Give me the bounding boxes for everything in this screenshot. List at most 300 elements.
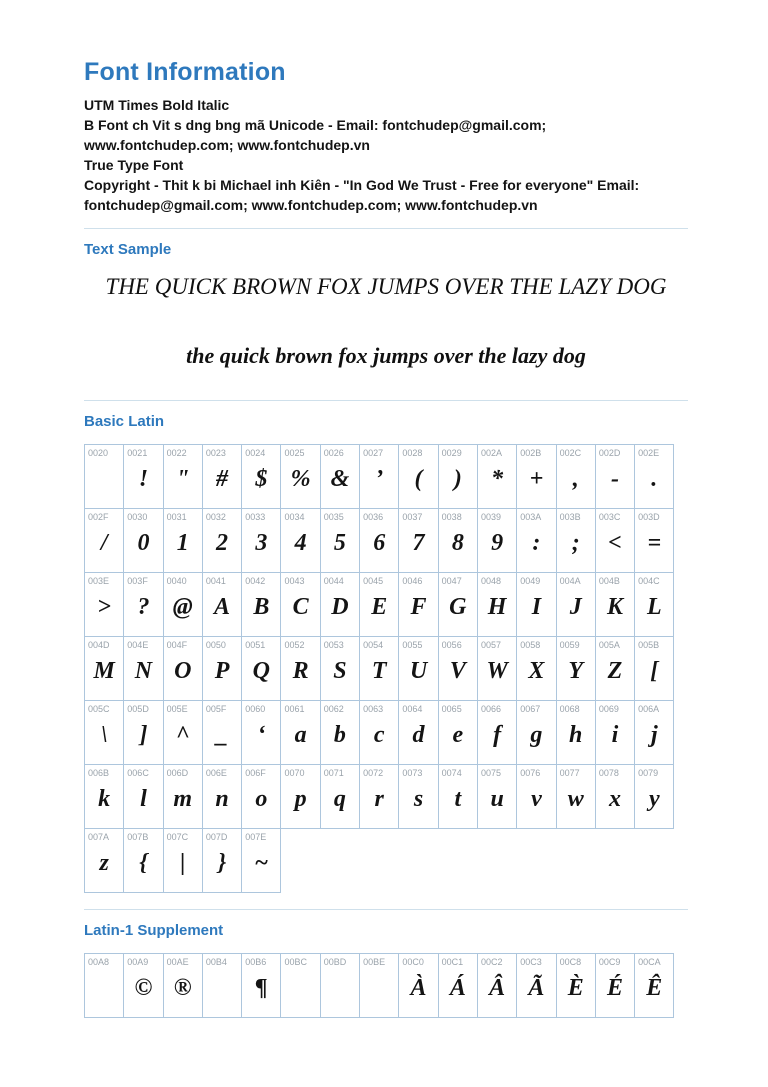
glyph-cell xyxy=(123,636,163,701)
glyph-cell xyxy=(241,572,281,637)
glyph: 1 xyxy=(176,530,189,556)
glyph-cell xyxy=(477,444,517,509)
glyph-cell xyxy=(634,636,674,701)
glyph-cell xyxy=(163,700,203,765)
font-info-block xyxy=(84,95,688,215)
glyph-cell xyxy=(438,508,478,573)
glyph: A xyxy=(214,594,231,620)
glyph-cell xyxy=(320,508,360,573)
section-divider xyxy=(84,228,688,229)
glyph-cell xyxy=(359,636,399,701)
code-label: 00BC xyxy=(284,957,307,967)
glyph: Z xyxy=(607,658,623,684)
glyph-row xyxy=(84,444,688,509)
code-label: 0042 xyxy=(245,576,266,586)
glyph: É xyxy=(607,975,624,1001)
glyph-cell xyxy=(516,700,556,765)
code-label: 0027 xyxy=(363,448,384,458)
glyph: s xyxy=(413,786,424,812)
code-label: 0049 xyxy=(520,576,541,586)
glyph-cell xyxy=(438,572,478,637)
code-label: 0062 xyxy=(323,704,344,714)
glyph-cell xyxy=(280,508,320,573)
glyph-cell xyxy=(359,444,399,509)
code-label: 00CA xyxy=(638,957,661,967)
code-label: 0071 xyxy=(323,768,344,778)
glyph: F xyxy=(410,594,427,620)
code-label: 0079 xyxy=(638,768,659,778)
glyph: e xyxy=(452,722,464,748)
code-label: 00B6 xyxy=(245,957,267,967)
glyph: ® xyxy=(173,975,192,1001)
section-divider xyxy=(84,909,688,910)
code-label: 003B xyxy=(559,512,581,522)
glyph-cell xyxy=(556,572,596,637)
glyph: 2 xyxy=(216,530,229,556)
code-label: 00C3 xyxy=(520,957,542,967)
glyph-cell xyxy=(477,636,517,701)
glyph-cell xyxy=(477,764,517,829)
glyph-cell xyxy=(595,764,635,829)
code-label: 006E xyxy=(205,768,227,778)
glyph: $ xyxy=(255,466,268,492)
code-label: 0061 xyxy=(284,704,305,714)
glyph: / xyxy=(100,530,108,556)
glyph: V xyxy=(449,658,466,684)
glyph: - xyxy=(611,466,619,492)
glyph-cell xyxy=(163,572,203,637)
code-label: 00BD xyxy=(323,957,347,967)
glyph-cell xyxy=(398,508,438,573)
glyph: K xyxy=(607,594,624,620)
code-label: 0067 xyxy=(520,704,541,714)
glyph-cell xyxy=(477,953,517,1018)
glyph-cell xyxy=(634,700,674,765)
glyph-cell xyxy=(556,444,596,509)
glyph-cell xyxy=(477,572,517,637)
glyph: b xyxy=(333,722,346,748)
code-label: 0025 xyxy=(284,448,305,458)
glyph-cell xyxy=(359,508,399,573)
sample-text-lowercase: the quick brown fox jumps over the lazy dog xyxy=(186,343,586,368)
code-label: 0070 xyxy=(284,768,305,778)
glyph: ^ xyxy=(175,722,190,748)
code-label: 004B xyxy=(598,576,620,586)
code-label: 0030 xyxy=(127,512,148,522)
glyph-cell xyxy=(595,444,635,509)
glyph: 9 xyxy=(491,530,504,556)
glyph-cell xyxy=(123,764,163,829)
glyph: l xyxy=(140,786,147,812)
glyph-cell xyxy=(202,953,242,1018)
glyph: & xyxy=(330,466,350,492)
code-label: 005A xyxy=(598,640,620,650)
latin1-supplement-section xyxy=(84,922,688,1018)
latin1-supplement-heading: Latin-1 Supplement xyxy=(84,922,224,939)
glyph: n xyxy=(215,786,229,812)
glyph: f xyxy=(493,722,502,748)
glyph: Q xyxy=(252,658,270,684)
glyph-cell xyxy=(438,953,478,1018)
glyph: ; xyxy=(571,530,580,556)
page-content xyxy=(84,0,688,1018)
basic-latin-heading: Basic Latin xyxy=(84,413,165,430)
code-label: 0041 xyxy=(205,576,226,586)
code-label: 004C xyxy=(638,576,660,586)
glyph: R xyxy=(292,658,309,684)
glyph-cell xyxy=(595,953,635,1018)
code-label: 00C8 xyxy=(559,957,582,967)
code-label: 0066 xyxy=(480,704,501,714)
glyph-cell xyxy=(634,508,674,573)
glyph: x xyxy=(609,786,621,812)
glyph-row xyxy=(84,636,688,701)
code-label: 0036 xyxy=(363,512,384,522)
glyph-cell xyxy=(84,828,124,893)
glyph: d xyxy=(412,722,425,748)
glyph: a xyxy=(294,722,307,748)
glyph-cell xyxy=(595,508,635,573)
code-label: 006C xyxy=(127,768,149,778)
code-label: 00BE xyxy=(363,957,386,967)
glyph-cell xyxy=(320,636,360,701)
glyph-cell xyxy=(477,700,517,765)
code-label: 0065 xyxy=(441,704,462,714)
code-label: 005D xyxy=(127,704,149,714)
glyph-cell xyxy=(241,700,281,765)
code-label: 004A xyxy=(559,576,581,586)
glyph: ~ xyxy=(254,850,269,876)
basic-latin-section xyxy=(84,413,688,893)
code-label: 0045 xyxy=(363,576,384,586)
code-label: 0044 xyxy=(323,576,344,586)
font-name-line: UTM Times Bold Italic xyxy=(84,97,230,113)
glyph: h xyxy=(569,722,583,748)
glyph xyxy=(85,458,123,508)
code-label: 0063 xyxy=(363,704,384,714)
glyph: \ xyxy=(100,722,108,748)
code-label: 00B4 xyxy=(205,957,227,967)
glyph: H xyxy=(487,594,507,620)
glyph: À xyxy=(410,975,427,1001)
glyph-cell xyxy=(634,572,674,637)
glyph-cell xyxy=(280,764,320,829)
glyph-cell xyxy=(595,700,635,765)
glyph-cell xyxy=(202,636,242,701)
glyph-cell xyxy=(634,764,674,829)
glyph-cell xyxy=(516,444,556,509)
glyph: W xyxy=(486,658,508,684)
code-label: 003D xyxy=(638,512,660,522)
glyph: T xyxy=(371,658,387,684)
glyph: X xyxy=(528,658,545,684)
code-label: 0024 xyxy=(245,448,266,458)
code-label: 0075 xyxy=(480,768,501,778)
code-label: 007E xyxy=(245,832,267,842)
code-label: 0028 xyxy=(402,448,423,458)
glyph: t xyxy=(454,786,462,812)
glyph-cell xyxy=(438,700,478,765)
glyph: u xyxy=(490,786,504,812)
glyph-cell xyxy=(123,508,163,573)
glyph: . xyxy=(651,466,658,492)
glyph-cell xyxy=(320,700,360,765)
glyph: Á xyxy=(449,975,466,1001)
code-label: 0073 xyxy=(402,768,423,778)
glyph-cell xyxy=(280,572,320,637)
code-label: 002E xyxy=(638,448,660,458)
glyph: ‘ xyxy=(257,722,266,748)
glyph xyxy=(321,967,359,1017)
glyph: < xyxy=(608,530,622,556)
code-label: 0043 xyxy=(284,576,305,586)
glyph-row xyxy=(84,572,688,637)
code-label: 00C2 xyxy=(480,957,503,967)
glyph-cell xyxy=(163,764,203,829)
glyph: , xyxy=(572,466,579,492)
glyph: m xyxy=(173,786,193,812)
glyph: ] xyxy=(139,722,148,748)
code-label: 0037 xyxy=(402,512,423,522)
glyph-cell xyxy=(241,828,281,893)
page-title: Font Information xyxy=(84,58,286,86)
glyph: Ê xyxy=(646,975,663,1001)
glyph: 4 xyxy=(294,530,307,556)
glyph: | xyxy=(180,850,186,876)
glyph: 5 xyxy=(333,530,346,556)
glyph-cell xyxy=(320,953,360,1018)
font-copyright-line: Copyright - Thit k bi Michael inh Kiên - "In God We Trust - Free for everyone" Email: xyxy=(84,177,640,193)
code-label: 0055 xyxy=(402,640,423,650)
glyph: 8 xyxy=(451,530,464,556)
code-label: 0064 xyxy=(402,704,423,714)
code-label: 0078 xyxy=(598,768,619,778)
glyph: r xyxy=(374,786,384,812)
glyph: E xyxy=(371,594,388,620)
glyph-cell xyxy=(202,572,242,637)
glyph: Â xyxy=(489,975,506,1001)
glyph-cell xyxy=(84,700,124,765)
glyph-cell xyxy=(359,572,399,637)
code-label: 005E xyxy=(166,704,188,714)
code-label: 006B xyxy=(88,768,110,778)
code-label: 007C xyxy=(166,832,189,842)
glyph: z xyxy=(99,850,109,876)
glyph: ( xyxy=(414,466,423,492)
glyph: # xyxy=(216,466,229,492)
glyph-cell xyxy=(595,636,635,701)
glyph-cell xyxy=(516,508,556,573)
code-label: 0057 xyxy=(480,640,501,650)
glyph-cell xyxy=(359,953,399,1018)
glyph: k xyxy=(98,786,111,812)
glyph: I xyxy=(531,594,542,620)
glyph: + xyxy=(529,466,544,492)
glyph: O xyxy=(174,658,192,684)
code-label: 0058 xyxy=(520,640,541,650)
glyph: [ xyxy=(650,658,659,684)
code-label: 00AE xyxy=(166,957,189,967)
code-label: 007A xyxy=(88,832,110,842)
code-label: 002C xyxy=(559,448,582,458)
glyph: w xyxy=(567,786,584,812)
glyph xyxy=(360,967,398,1017)
glyph-cell xyxy=(438,444,478,509)
code-label: 0051 xyxy=(245,640,266,650)
font-contact-line: fontchudep@gmail.com; www.fontchudep.com; www.fontchudep.vn xyxy=(84,197,538,213)
code-label: 0053 xyxy=(323,640,344,650)
code-label: 0033 xyxy=(245,512,266,522)
glyph: { xyxy=(139,850,148,876)
glyph-cell xyxy=(123,444,163,509)
font-websites-line: www.fontchudep.com; www.fontchudep.vn xyxy=(84,137,370,153)
glyph-cell xyxy=(556,700,596,765)
glyph-cell xyxy=(634,953,674,1018)
glyph-row xyxy=(84,764,688,829)
code-label: 002A xyxy=(480,448,502,458)
code-label: 0039 xyxy=(480,512,501,522)
glyph: * xyxy=(491,466,504,492)
glyph-cell xyxy=(320,444,360,509)
glyph: C xyxy=(292,594,309,620)
glyph: 7 xyxy=(412,530,425,556)
code-label: 0032 xyxy=(205,512,226,522)
code-label: 0048 xyxy=(480,576,501,586)
glyph-cell xyxy=(163,953,203,1018)
glyph: U xyxy=(409,658,428,684)
glyph: È xyxy=(567,975,584,1001)
code-label: 00C0 xyxy=(402,957,424,967)
glyph-cell xyxy=(359,700,399,765)
code-label: 0072 xyxy=(363,768,384,778)
glyph-cell xyxy=(241,508,281,573)
glyph: y xyxy=(648,786,660,812)
glyph: Y xyxy=(568,658,584,684)
glyph-cell xyxy=(84,764,124,829)
glyph-cell xyxy=(516,764,556,829)
code-label: 002D xyxy=(598,448,621,458)
basic-latin-table xyxy=(84,444,688,893)
glyph: D xyxy=(331,594,349,620)
code-label: 0022 xyxy=(166,448,187,458)
glyph-cell xyxy=(280,636,320,701)
code-label: 006F xyxy=(245,768,266,778)
glyph-cell xyxy=(477,508,517,573)
glyph: i xyxy=(611,722,619,748)
code-label: 002F xyxy=(88,512,109,522)
glyph-cell xyxy=(84,953,124,1018)
code-label: 0056 xyxy=(441,640,462,650)
code-label: 005C xyxy=(88,704,110,714)
glyph-cell xyxy=(163,828,203,893)
glyph: ’ xyxy=(375,466,384,492)
glyph: B xyxy=(253,594,270,620)
section-divider xyxy=(84,400,688,401)
glyph-cell xyxy=(163,508,203,573)
latin1-supplement-table xyxy=(84,953,688,1018)
glyph: v xyxy=(531,786,542,812)
glyph-cell xyxy=(516,636,556,701)
code-label: 003F xyxy=(127,576,148,586)
glyph: © xyxy=(134,975,153,1001)
code-label: 0034 xyxy=(284,512,305,522)
code-label: 006A xyxy=(638,704,660,714)
glyph-cell xyxy=(202,828,242,893)
glyph: J xyxy=(569,594,582,620)
glyph-cell xyxy=(320,764,360,829)
code-label: 0069 xyxy=(598,704,619,714)
glyph: j xyxy=(650,722,658,748)
code-label: 0029 xyxy=(441,448,462,458)
glyph: ! xyxy=(138,466,149,492)
glyph-cell xyxy=(516,953,556,1018)
glyph-cell xyxy=(163,636,203,701)
code-label: 0047 xyxy=(441,576,462,586)
glyph-cell xyxy=(398,444,438,509)
glyph-cell xyxy=(398,636,438,701)
glyph-cell xyxy=(280,444,320,509)
code-label: 004E xyxy=(127,640,149,650)
glyph: 0 xyxy=(137,530,150,556)
glyph-cell xyxy=(241,636,281,701)
glyph-cell xyxy=(280,700,320,765)
glyph: 3 xyxy=(255,530,268,556)
sample-text-uppercase: THE QUICK BROWN FOX JUMPS OVER THE LAZY DOG xyxy=(105,274,667,299)
code-label: 0059 xyxy=(559,640,580,650)
glyph: L xyxy=(646,594,662,620)
code-label: 0046 xyxy=(402,576,423,586)
code-label: 007B xyxy=(127,832,149,842)
glyph-cell xyxy=(280,953,320,1018)
code-label: 0040 xyxy=(166,576,187,586)
font-type-line: True Type Font xyxy=(84,157,184,173)
code-label: 00A8 xyxy=(88,957,110,967)
code-label: 0038 xyxy=(441,512,462,522)
code-label: 0077 xyxy=(559,768,580,778)
glyph-cell xyxy=(241,764,281,829)
glyph-cell xyxy=(84,444,124,509)
glyph-cell xyxy=(241,444,281,509)
glyph-cell xyxy=(123,700,163,765)
glyph-cell xyxy=(398,572,438,637)
code-label: 0060 xyxy=(245,704,266,714)
glyph: ? xyxy=(137,594,150,620)
glyph: G xyxy=(449,594,467,620)
glyph-cell xyxy=(556,953,596,1018)
glyph-cell xyxy=(123,828,163,893)
glyph xyxy=(203,967,241,1017)
glyph: p xyxy=(294,786,307,812)
code-label: 0052 xyxy=(284,640,305,650)
glyph-cell xyxy=(320,572,360,637)
code-label: 003E xyxy=(88,576,110,586)
code-label: 00A9 xyxy=(127,957,149,967)
font-description-line: B Font ch Vit s dng bng mã Unicode - Email: fontchudep@gmail.com; xyxy=(84,117,547,133)
glyph-cell xyxy=(438,636,478,701)
glyph: % xyxy=(290,466,311,492)
glyph: " xyxy=(176,466,190,492)
glyph-cell xyxy=(202,508,242,573)
text-sample-heading: Text Sample xyxy=(84,241,172,258)
code-label: 006D xyxy=(166,768,189,778)
glyph-cell xyxy=(398,953,438,1018)
code-label: 004D xyxy=(88,640,110,650)
glyph: M xyxy=(93,658,115,684)
glyph-cell xyxy=(556,508,596,573)
glyph-cell xyxy=(123,572,163,637)
glyph-row xyxy=(84,953,688,1018)
glyph-cell xyxy=(84,636,124,701)
